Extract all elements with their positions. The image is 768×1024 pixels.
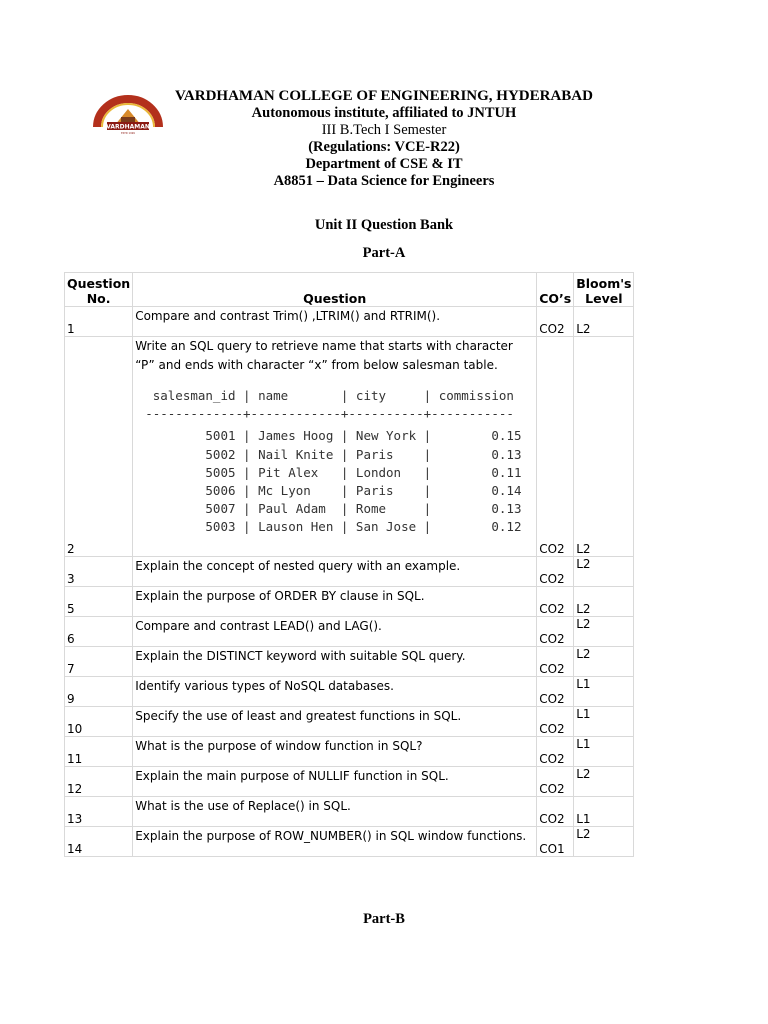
bloom-level: L1 <box>574 677 634 707</box>
question-number: 1 <box>65 307 133 337</box>
salesman-row: 5005 | Pit Alex | London | 0.11 <box>145 464 522 480</box>
part-a-title: Part-A <box>362 245 406 261</box>
question-text-content: Explain the concept of nested query with an example. <box>135 559 461 573</box>
question-number: 5 <box>65 587 133 617</box>
question-text-content: Write an SQL query to retrieve name that starts with character “P” and ends with character “x” from below salesman table. <box>135 339 513 372</box>
course-outcome: CO2 <box>537 307 574 337</box>
table-row <box>65 307 634 337</box>
table-row <box>65 337 634 557</box>
bloom-level: L2 <box>574 767 634 797</box>
bloom-level: L2 <box>574 617 634 647</box>
course-outcome: CO2 <box>537 677 574 707</box>
question-text-content: Explain the purpose of ROW_NUMBER() in SQL window functions. <box>135 829 527 843</box>
question-text-content: Explain the purpose of ORDER BY clause in SQL. <box>135 589 425 603</box>
question-text <box>133 617 537 647</box>
table-row <box>65 617 634 647</box>
question-text-content: What is the purpose of window function in SQL? <box>135 739 423 753</box>
question-number: 12 <box>65 767 133 797</box>
question-text <box>133 587 537 617</box>
salesman-row: 5002 | Nail Knite | Paris | 0.13 <box>145 446 522 462</box>
salesman-row: 5001 | James Hoog | New York | 0.15 <box>145 428 522 444</box>
regulations-line: (Regulations: VCE-R22) <box>308 139 460 155</box>
question-text-content: Explain the DISTINCT keyword with suitable SQL query. <box>135 649 466 663</box>
question-text <box>133 767 537 797</box>
course-outcome: CO2 <box>537 587 574 617</box>
question-text-content: Compare and contrast Trim() ,LTRIM() and RTRIM(). <box>135 309 441 323</box>
course-outcome: CO2 <box>537 557 574 587</box>
bloom-level: L2 <box>574 337 634 557</box>
salesman-row: 5003 | Lauson Hen | San Jose | 0.12 <box>145 519 522 535</box>
table-header-row <box>65 273 634 307</box>
question-number: 10 <box>65 707 133 737</box>
question-number: 7 <box>65 647 133 677</box>
table-row <box>65 677 634 707</box>
unit-title: Unit II Question Bank <box>314 217 454 233</box>
salesman-header-row: salesman_id | name | city | commission <box>145 388 514 403</box>
course-outcome: CO2 <box>537 337 574 557</box>
svg-text:ESTD 1999: ESTD 1999 <box>121 132 135 135</box>
table-row <box>65 737 634 767</box>
salesman-separator: -------------+------------+----------+----------- <box>145 406 514 422</box>
table-row <box>65 707 634 737</box>
question-text <box>133 307 537 337</box>
course-outcome: CO2 <box>537 797 574 827</box>
question-text <box>133 337 537 557</box>
salesman-row: 5007 | Paul Adam | Rome | 0.13 <box>145 501 522 517</box>
header-cos: CO’s <box>537 273 574 307</box>
question-number: 6 <box>65 617 133 647</box>
question-number: 14 <box>65 827 133 857</box>
question-text-content: Specify the use of least and greatest functions in SQL. <box>135 709 462 723</box>
bloom-level: L2 <box>574 557 634 587</box>
question-text <box>133 827 537 857</box>
question-number: 2 <box>65 337 133 557</box>
question-table <box>64 272 634 857</box>
question-text <box>133 797 537 827</box>
question-number: 13 <box>65 797 133 827</box>
question-text-content: What is the use of Replace() in SQL. <box>135 799 351 813</box>
question-text-content: Identify various types of NoSQL databases. <box>135 679 394 693</box>
document-header <box>0 88 768 190</box>
salesman-table <box>145 387 534 537</box>
college-name: VARDHAMAN COLLEGE OF ENGINEERING, HYDERABAD <box>175 88 593 104</box>
table-row <box>65 827 634 857</box>
question-text <box>133 707 537 737</box>
question-number: 9 <box>65 677 133 707</box>
question-number: 11 <box>65 737 133 767</box>
semester-line: III B.Tech I Semester <box>321 122 447 138</box>
table-row <box>65 557 634 587</box>
table-row <box>65 587 634 617</box>
question-text-content: Explain the main purpose of NULLIF function in SQL. <box>135 769 449 783</box>
question-text <box>133 647 537 677</box>
autonomy-line: Autonomous institute, affiliated to JNTUH <box>251 105 517 121</box>
bloom-level: L1 <box>574 737 634 767</box>
header-question-no: Question No. <box>65 273 133 307</box>
logo-text: VARDHAMAN <box>106 123 150 131</box>
course-outcome: CO2 <box>537 647 574 677</box>
salesman-row: 5006 | Mc Lyon | Paris | 0.14 <box>145 483 522 499</box>
course-line: A8851 – Data Science for Engineers <box>273 173 495 189</box>
header-question: Question <box>133 273 537 307</box>
question-text <box>133 737 537 767</box>
question-number: 3 <box>65 557 133 587</box>
table-row <box>65 767 634 797</box>
course-outcome: CO2 <box>537 737 574 767</box>
bloom-level: L2 <box>574 587 634 617</box>
table-row <box>65 647 634 677</box>
part-b-title: Part-B <box>363 911 405 927</box>
question-text <box>133 557 537 587</box>
bloom-level: L1 <box>574 707 634 737</box>
question-text <box>133 677 537 707</box>
bloom-level: L1 <box>574 797 634 827</box>
course-outcome: CO2 <box>537 767 574 797</box>
bloom-level: L2 <box>574 827 634 857</box>
course-outcome: CO2 <box>537 617 574 647</box>
course-outcome: CO2 <box>537 707 574 737</box>
question-text-content: Compare and contrast LEAD() and LAG(). <box>135 619 382 633</box>
header-bloom-level: Bloom's Level <box>574 273 634 307</box>
table-row <box>65 797 634 827</box>
course-outcome: CO1 <box>537 827 574 857</box>
bloom-level: L2 <box>574 647 634 677</box>
department-line: Department of CSE & IT <box>305 156 463 172</box>
bloom-level: L2 <box>574 307 634 337</box>
